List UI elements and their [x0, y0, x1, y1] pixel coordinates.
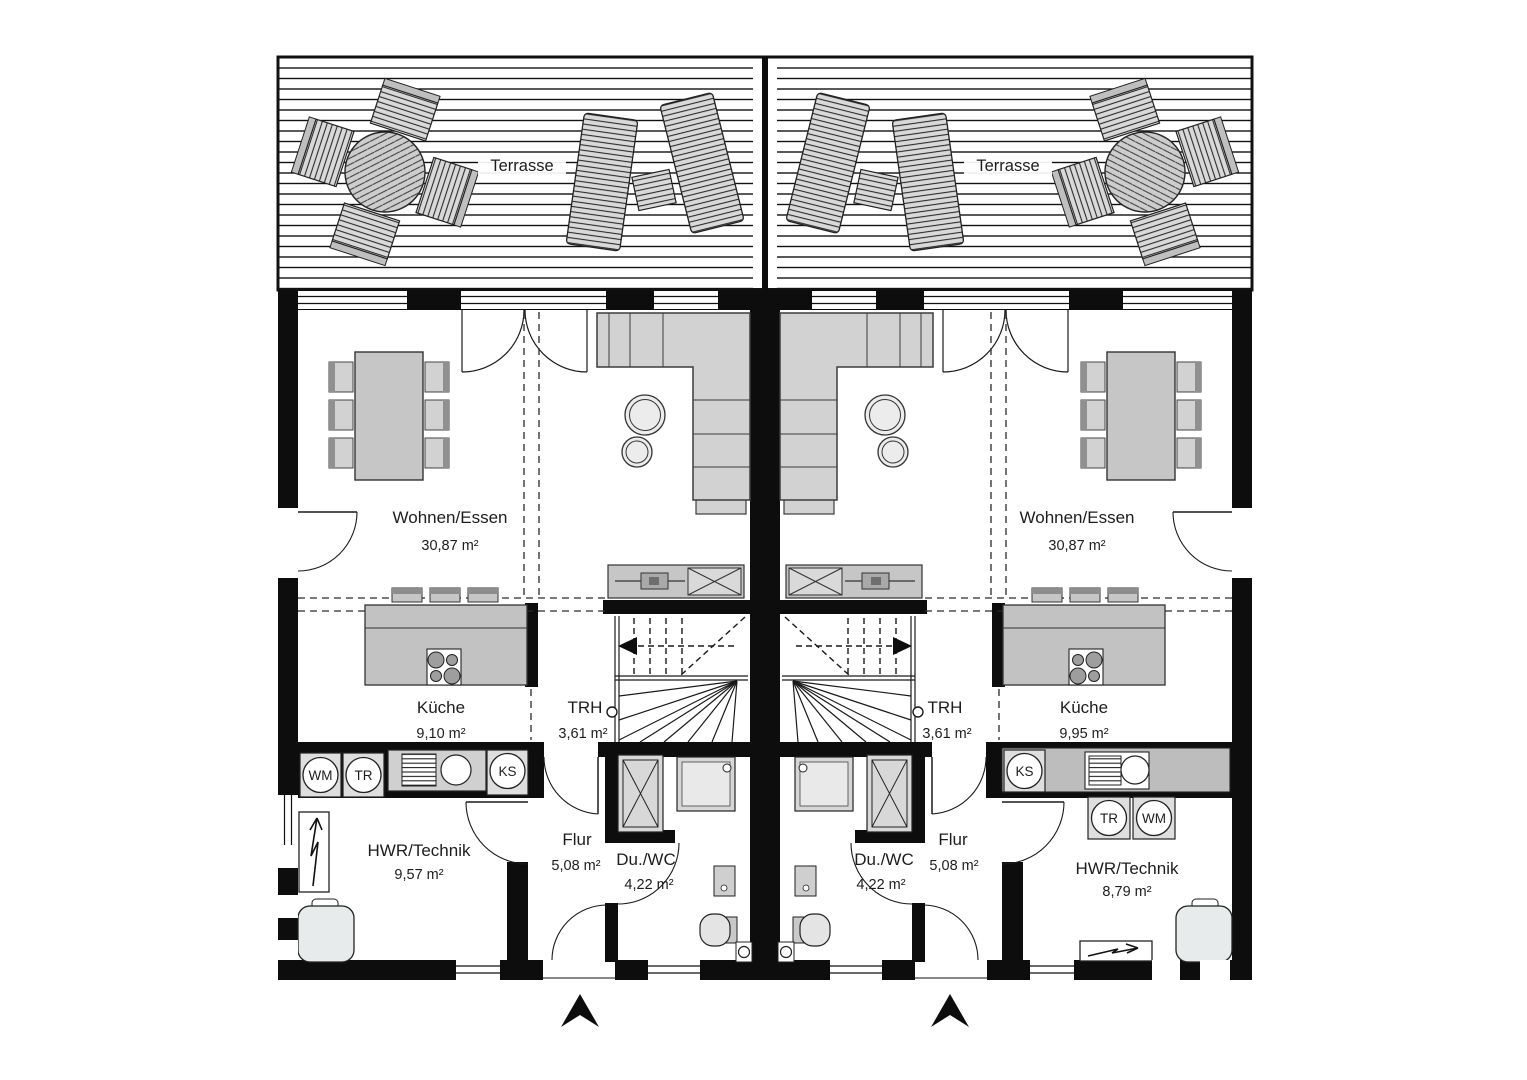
appliance-label-wm-right: WM — [1142, 811, 1166, 826]
room-area-hwr-right: 8,79 m² — [1102, 884, 1152, 900]
room-area-kueche-left: 9,10 m² — [416, 726, 466, 742]
room-label-hwr-left: HWR/Technik — [367, 841, 471, 860]
wall-party — [750, 290, 780, 960]
room-area-hwr-left: 9,57 m² — [394, 867, 444, 883]
room-label-kueche-right: Küche — [1059, 698, 1109, 717]
wall-bottom — [278, 960, 1252, 980]
room-label-duwc-right: Du./WC — [854, 850, 914, 869]
terrasse-left-label: Terrasse — [490, 157, 554, 175]
terrace-divider-wall — [762, 57, 768, 290]
room-label-wohnen-left: Wohnen/Essen — [392, 508, 508, 527]
shower — [618, 755, 663, 832]
toilet — [700, 914, 737, 946]
room-area-trh-right: 3,61 m² — [922, 726, 972, 742]
room-area-flur-left: 5,08 m² — [551, 858, 601, 874]
tv-lowboard — [608, 565, 744, 598]
room-label-wohnen-right: Wohnen/Essen — [1019, 508, 1135, 527]
stair-newel-post — [607, 707, 617, 717]
washbasin — [677, 757, 735, 811]
hwr-window-left — [278, 795, 298, 845]
bar-stools — [392, 588, 498, 602]
water-heater — [298, 899, 354, 962]
room-area-duwc-left: 4,22 m² — [624, 877, 674, 893]
kitchen-sink — [388, 750, 486, 791]
appliance-label-ks-left: KS — [498, 764, 517, 779]
room-area-wohnen-right: 30,87 m² — [1048, 538, 1106, 554]
electrical-panel-right — [1080, 941, 1152, 961]
top-windows — [298, 291, 718, 309]
room-label-flur-right: Flur — [938, 830, 968, 849]
mirror-cabinet — [714, 866, 735, 896]
room-label-flur-left: Flur — [562, 830, 592, 849]
appliance-label-tr-left: TR — [354, 768, 373, 783]
wall-right — [1232, 310, 1252, 960]
chimney-left — [278, 845, 298, 960]
appliance-label-tr-right: TR — [1100, 811, 1118, 826]
room-area-trh-left: 3,61 m² — [558, 726, 608, 742]
left-counter — [300, 750, 528, 797]
room-label-trh-right: TRH — [927, 698, 963, 717]
terrasse-right-label: Terrasse — [976, 157, 1040, 175]
electrical-panel-left — [299, 812, 329, 892]
right-counter — [1002, 748, 1230, 792]
room-area-kueche-right: 9,95 m² — [1059, 726, 1109, 742]
entrance-arrow — [561, 994, 599, 1027]
appliance-label-wm-left: WM — [308, 768, 333, 783]
kitchen-sink — [1085, 752, 1149, 789]
corner-post — [736, 942, 752, 962]
room-area-flur-right: 5,08 m² — [929, 858, 979, 874]
room-label-trh-left: TRH — [567, 698, 603, 717]
terrace-side-table — [632, 169, 676, 210]
dining-set — [329, 352, 449, 480]
room-area-duwc-right: 4,22 m² — [856, 877, 906, 893]
room-label-kueche-left: Küche — [416, 698, 466, 717]
room-label-hwr-right: HWR/Technik — [1075, 859, 1179, 878]
room-area-wohnen-left: 30,87 m² — [421, 538, 479, 554]
room-label-duwc-left: Du./WC — [616, 850, 676, 869]
appliance-label-ks-right: KS — [1015, 764, 1034, 779]
